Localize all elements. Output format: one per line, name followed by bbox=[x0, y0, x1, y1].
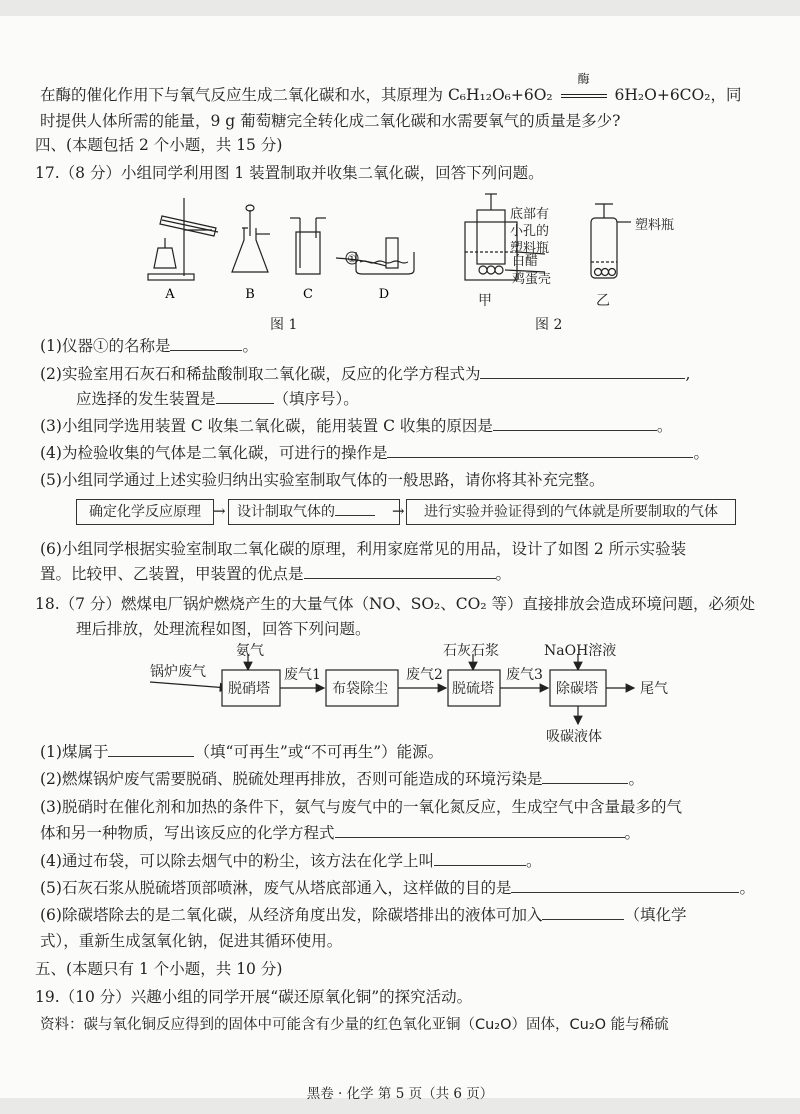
flow-bag-filter: 布袋除尘 bbox=[332, 681, 388, 697]
section4-title: 四、(本题包括 2 个小题，共 15 分) bbox=[35, 136, 283, 154]
answer-blank[interactable] bbox=[170, 336, 242, 351]
q18-p4: (4)通过布袋，可以除去烟气中的粉尘，该方法在化学上叫 。 bbox=[40, 852, 542, 870]
scan-top-edge bbox=[0, 0, 800, 16]
fig2-label-plastic: 塑料瓶 bbox=[635, 218, 675, 233]
q17-stem: 17.（8 分）小组同学利用图 1 装置制取并收集二氧化碳，回答下列问题。 bbox=[35, 164, 544, 182]
fig2-label-eggshell: 鸡蛋壳 bbox=[512, 272, 552, 287]
q18-p3b: 体和另一种物质，写出该反应的化学方程式 。 bbox=[40, 824, 641, 842]
flow-tail-gas: 尾气 bbox=[640, 681, 668, 697]
answer-blank[interactable] bbox=[493, 416, 657, 431]
flow-absorb-liquid: 吸碳液体 bbox=[546, 729, 602, 745]
page-footer: 黑卷 · 化学 第 5 页（共 6 页） bbox=[306, 1086, 494, 1102]
fig1-label-c: C bbox=[303, 287, 313, 302]
figure-1 bbox=[140, 188, 440, 308]
q18-p6b: 式），重新生成氢氧化钠，促进其循环使用。 bbox=[40, 932, 343, 950]
flow-gas3: 废气3 bbox=[506, 667, 543, 683]
q17-p4: (4)为检验收集的气体是二氧化碳，可进行的操作是 。 bbox=[40, 444, 709, 462]
q19-stem: 19.（10 分）兴趣小组的同学开展“碳还原氧化铜”的探究活动。 bbox=[35, 988, 473, 1006]
flow-step-3: 进行实验并验证得到的气体就是所要制取的气体 bbox=[406, 499, 736, 525]
answer-blank[interactable] bbox=[335, 823, 625, 838]
q18-stem2: 理后排放，处理流程如图，回答下列问题。 bbox=[76, 620, 371, 638]
answer-blank[interactable] bbox=[480, 364, 685, 379]
fig2-label-bottle: 底部有 小孔的 塑料瓶 bbox=[510, 207, 550, 256]
flow-desulfurization-tower: 脱硫塔 bbox=[452, 681, 494, 697]
fig1-label-a: A bbox=[165, 287, 175, 302]
answer-blank[interactable] bbox=[542, 905, 624, 920]
q18-p2: (2)燃煤锅炉废气需要脱硝、脱硫处理再排放，否则可能造成的环境污染是 。 bbox=[40, 770, 644, 788]
answer-blank[interactable] bbox=[335, 503, 375, 516]
fig1-caption: 图 1 bbox=[270, 317, 298, 333]
answer-blank[interactable] bbox=[434, 851, 526, 866]
q18-p3a: (3)脱硝时在催化剂和加热的条件下，氨气与废气中的一氧化氮反应，生成空气中含量最多的气 bbox=[40, 798, 682, 816]
q18-p1: (1)煤属于 （填“可再生”或“不可再生”）能源。 bbox=[40, 743, 444, 761]
q17-p1: (1)仪器①的名称是 。 bbox=[40, 337, 258, 355]
fig2-caption: 图 2 bbox=[535, 317, 563, 333]
fig1-label-b: B bbox=[245, 287, 255, 302]
fig2-label-vinegar: 白醋 bbox=[512, 254, 539, 269]
answer-blank[interactable] bbox=[216, 389, 274, 404]
flow-naoh-solution: NaOH溶液 bbox=[544, 643, 617, 659]
q17-p2b: 应选择的发生装置是 （填序号）。 bbox=[76, 390, 359, 408]
q19-material: 资料：碳与氧化铜反应得到的固体中可能含有少量的红色氧化亚铜（Cu₂O）固体，Cu₂O 能与稀硫 bbox=[40, 1017, 669, 1033]
flow-decarbonization-tower: 除碳塔 bbox=[556, 681, 598, 697]
fig2-label-yi: 乙 bbox=[596, 293, 610, 309]
q17-p6a: (6)小组同学根据实验室制取二氧化碳的原理，利用家庭常见的用品，设计了如图 2 所示实验装 bbox=[40, 540, 687, 558]
flow-arrow-icon: → bbox=[392, 502, 405, 520]
flow-step-1: 确定化学反应原理 bbox=[76, 499, 214, 525]
q17-p5: (5)小组同学通过上述实验归纳出实验室制取气体的一般思路，请你将其补充完整。 bbox=[40, 471, 605, 489]
flow-step-2: 设计制取气体的 bbox=[228, 499, 400, 525]
flow-gas2: 废气2 bbox=[406, 667, 443, 683]
flow-boiler-gas: 锅炉废气 bbox=[150, 664, 206, 680]
answer-blank[interactable] bbox=[304, 564, 496, 579]
q17-p2a: (2)实验室用石灰石和稀盐酸制取二氧化碳，反应的化学方程式为 , bbox=[40, 365, 691, 383]
flow-arrow-icon: → bbox=[213, 502, 226, 520]
q18-p5: (5)石灰石浆从脱硫塔顶部喷淋，废气从塔底部通入，这样做的目的是 。 bbox=[40, 879, 755, 897]
flow-limestone-slurry: 石灰石浆 bbox=[443, 643, 499, 659]
fig2-label-jia: 甲 bbox=[478, 293, 492, 309]
q16-line1: 在酶的催化作用下与氧气反应生成二氧化碳和水，其原理为 C₆H₁₂O₆+6O₂ 酶 6H₂O+6CO₂，同 bbox=[40, 72, 742, 104]
q18-p6a: (6)除碳塔除去的是二氧化碳，从经济角度出发，除碳塔排出的液体可加入 （填化学 bbox=[40, 906, 687, 924]
answer-blank[interactable] bbox=[511, 878, 739, 893]
q17-p3: (3)小组同学选用装置 C 收集二氧化碳，能用装置 C 收集的原因是 。 bbox=[40, 417, 673, 435]
answer-blank[interactable] bbox=[108, 742, 194, 757]
q16-line2: 时提供人体所需的能量，9 g 葡萄糖完全转化成二氧化碳和水需要氧气的质量是多少? bbox=[40, 112, 621, 130]
instrument-1-marker: ① bbox=[347, 254, 357, 265]
catalyst-arrow: 酶 bbox=[558, 84, 610, 106]
section5-title: 五、(本题只有 1 个小题，共 10 分) bbox=[35, 960, 283, 978]
flow-ammonia: 氨气 bbox=[236, 643, 264, 659]
fig1-label-d: D bbox=[378, 287, 390, 302]
answer-blank[interactable] bbox=[387, 443, 693, 458]
q18-stem1: 18.（7 分）燃煤电厂锅炉燃烧产生的大量气体（NO、SO₂、CO₂ 等）直接排放会造成环境问题，必须处 bbox=[35, 595, 755, 613]
flow-gas1: 废气1 bbox=[284, 667, 321, 683]
answer-blank[interactable] bbox=[542, 769, 628, 784]
flow-denitration-tower: 脱硝塔 bbox=[228, 681, 270, 697]
q17-p6b: 置。比较甲、乙装置，甲装置的优点是 。 bbox=[40, 565, 512, 583]
